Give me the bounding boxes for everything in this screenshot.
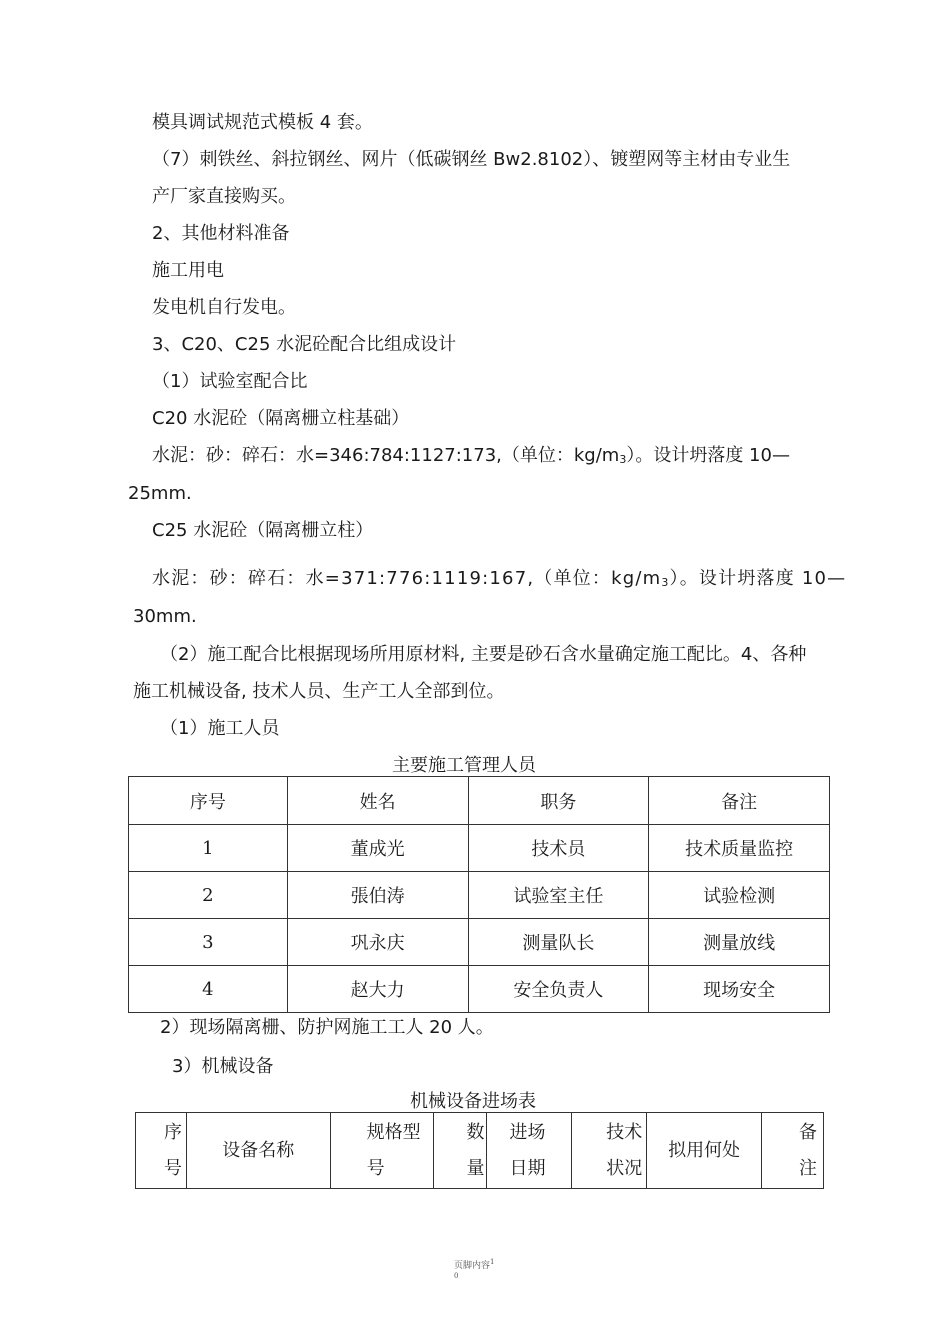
table-cell: 技术质量监控 <box>649 825 830 872</box>
paragraph: C20 水泥砼（隔离栅立柱基础） <box>152 408 410 429</box>
paragraph: （2）施工配合比根据现场所用原材料, 主要是砂石含水量确定施工配比。4、各种 <box>160 644 807 665</box>
mix-ratio-c25 <box>152 567 846 595</box>
mix-ratio-c20 <box>152 444 790 472</box>
table-cell: 试验室主任 <box>468 872 649 919</box>
staff-table-caption: 主要施工管理人员 <box>392 755 536 776</box>
paragraph: 2）现场隔离栅、防护网施工工人 20 人。 <box>160 1017 494 1038</box>
table-cell: 4 <box>129 966 288 1013</box>
table-cell: 技术员 <box>468 825 649 872</box>
slump-text: ）。设计坍落度 10— <box>669 568 847 589</box>
table-row <box>129 872 830 919</box>
table-cell: 赵大力 <box>287 966 468 1013</box>
paragraph: 3）机械设备 <box>172 1056 274 1077</box>
paragraph: （1）试验室配合比 <box>152 371 308 392</box>
table-header-row <box>136 1113 824 1189</box>
ratio-text: 水泥：砂：碎石：水=346:784:1127:173,（单位：kg/m <box>152 445 620 466</box>
section-heading: 2、其他材料准备 <box>152 223 290 244</box>
header-cell: 数 量 <box>433 1113 487 1189</box>
unit-superscript: 3 <box>661 576 670 589</box>
table-cell: 張伯涛 <box>287 872 468 919</box>
header-cell: 职务 <box>468 777 649 825</box>
paragraph: 25mm. <box>128 483 192 504</box>
section-heading: 3、C20、C25 水泥砼配合比组成设计 <box>152 334 457 355</box>
table-cell: 安全负责人 <box>468 966 649 1013</box>
paragraph: 模具调试规范式模板 4 套。 <box>152 112 373 133</box>
table-header-row <box>129 777 830 825</box>
header-cell: 拟用何处 <box>647 1113 762 1189</box>
header-cell: 进场 日期 <box>487 1113 572 1189</box>
table-cell: 3 <box>129 919 288 966</box>
header-cell: 备 注 <box>762 1113 824 1189</box>
table-cell: 巩永庆 <box>287 919 468 966</box>
header-cell: 设备名称 <box>186 1113 330 1189</box>
staff-table <box>128 776 830 1013</box>
paragraph: 产厂家直接购买。 <box>152 186 296 207</box>
page-number: 1 <box>490 1258 495 1266</box>
table-cell: 1 <box>129 825 288 872</box>
paragraph: （7）刺铁丝、斜拉钢丝、网片（低碳钢丝 Bw2.8102）、镀塑网等主材由专业生 <box>152 149 791 170</box>
paragraph: （1）施工人员 <box>160 718 280 739</box>
table-cell: 董成光 <box>287 825 468 872</box>
header-cell: 规格型 号 <box>330 1113 433 1189</box>
paragraph: 施工用电 <box>152 260 224 281</box>
header-cell: 序号 <box>129 777 288 825</box>
paragraph: 30mm. <box>133 606 197 627</box>
equipment-table-caption: 机械设备进场表 <box>410 1091 536 1112</box>
slump-text: ）。设计坍落度 10— <box>626 445 790 466</box>
unit-superscript: 3 <box>619 453 627 466</box>
header-cell: 序 号 <box>136 1113 187 1189</box>
header-cell: 技术 状况 <box>572 1113 647 1189</box>
page-footer <box>454 1256 494 1280</box>
ratio-text: 水泥：砂：碎石：水=371:776:1119:167,（单位：kg/m <box>152 568 662 589</box>
paragraph: 施工机械设备, 技术人员、生产工人全部到位。 <box>133 681 505 702</box>
table-cell: 测量放线 <box>649 919 830 966</box>
table-row <box>129 966 830 1013</box>
paragraph: 发电机自行发电。 <box>152 297 296 318</box>
equipment-table <box>135 1112 824 1189</box>
footer-text: 页脚内容 <box>454 1261 491 1271</box>
footer-mark: 0 <box>454 1272 459 1280</box>
table-row <box>129 919 830 966</box>
header-cell: 备注 <box>649 777 830 825</box>
table-cell: 试验检测 <box>649 872 830 919</box>
table-row <box>129 825 830 872</box>
header-cell: 姓名 <box>287 777 468 825</box>
paragraph: C25 水泥砼（隔离栅立柱） <box>152 520 374 541</box>
table-cell: 测量队长 <box>468 919 649 966</box>
table-cell: 2 <box>129 872 288 919</box>
table-cell: 现场安全 <box>649 966 830 1013</box>
